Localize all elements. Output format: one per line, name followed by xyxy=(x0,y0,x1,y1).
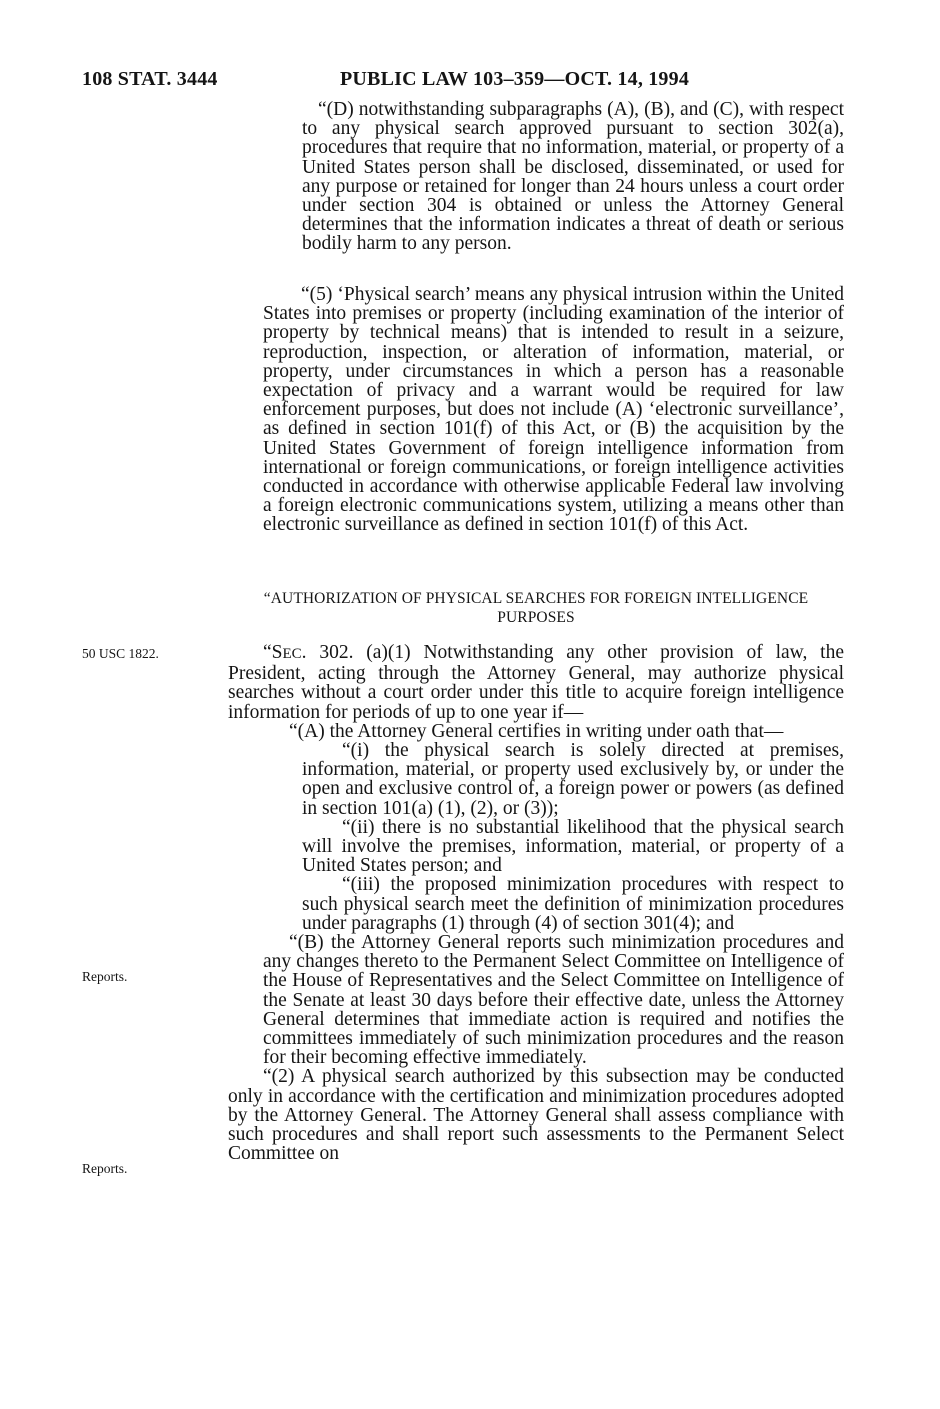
margin-note-reports-1: Reports. xyxy=(82,969,128,984)
clause-i: “(i) the physical search is solely directed at premises, information, material, or property used exclusively by, or under the open and exclusive control of, a foreign power or powers (as defined in section 101(a) (1), (2), or (3)); xyxy=(302,740,844,819)
clause-iii: “(iii) the proposed minimization procedures with respect to such physical search meet the definition of minimization procedures under paragraphs (1) through (4) of section 301(4); and xyxy=(302,874,844,934)
margin-note-reports-2: Reports. xyxy=(82,1161,128,1176)
definition-5-block xyxy=(263,285,844,535)
paragraph-b: “(B) the Attorney General reports such minimization procedures and any changes thereto to the Permanent Select Committee on Intelligence of the House of Representatives and the Select Committee on Intelligence of the Senate at least 30 days before their effective date, unless the Attorney General determines that immediate action is required and notifies the committees immediately of such minimization procedures and the reason for their becoming effective immediately. xyxy=(263,932,844,1069)
definition-physical-search: “(5) ‘Physical search’ means any physical intrusion within the United States into premises or property (including examination of the interior of property by technical means) that is intended to result in a seizure, reproduction, inspection, or alteration of information, material, or property, under circumstances in which a person has a reasonable expectation of privacy and a warrant would be required for law enforcement purposes, but does not include (A) ‘electronic surveillance’, as defined in section 101(f) of this Act, or (B) the acquisition by the United States Government of foreign intelligence information from international or foreign communications, or foreign intelligence activities conducted in accordance with otherwise applicable Federal law involving a foreign electronic communications system, utilizing a means other than electronic surveillance as defined in section 101(f) of this Act. xyxy=(263,284,844,536)
subparagraph-d: “(D) notwithstanding subparagraphs (A), (B), and (C), with respect to any physical search approved pursuant to section 302(a), procedures that require that no information, material, or property of a United States person shall be disclosed, disseminated, or used for any purpose or retained for longer than 24 hours unless a court order under section 304 is obtained or unless the Attorney General determines that the information indicates a threat of death or serious bodily harm to any person. xyxy=(302,99,844,255)
section-302-lead xyxy=(228,643,844,722)
section-302-lead-open: “S xyxy=(263,642,283,663)
paragraph-a: “(A) the Attorney General certifies in writing under oath that— xyxy=(289,720,784,742)
section-302-block xyxy=(228,643,844,1163)
running-header-title: PUBLIC LAW 103–359—OCT. 14, 1994 xyxy=(340,68,690,90)
stat-page-number: 108 STAT. 3444 xyxy=(82,68,218,90)
section-302-lead-rest: . 302. (a)(1) Notwithstanding any other provision of law, the President, acting through the Attorney General, may authorize physical searches without a court order under this title to acquire foreign intelligence information for periods of up to one year if— xyxy=(228,642,844,723)
paragraph-2: “(2) A physical search authorized by this subsection may be conducted only in accordance with the certification and minimization procedures adopted by the Attorney General. The Attorney General shall assess compliance with such procedures and shall report such assessments to the Permanent Select Committee on xyxy=(228,1066,844,1165)
subparagraph-d-block xyxy=(302,100,844,254)
margin-note-usc: 50 USC 1822. xyxy=(82,646,159,661)
clause-ii: “(ii) there is no substantial likelihood that the physical search will involve the premises, information, material, or property of a United States person; and xyxy=(302,816,844,877)
section-heading xyxy=(228,589,844,627)
section-heading-line-1: “AUTHORIZATION OF PHYSICAL SEARCHES FOR FOREIGN INTELLIGENCE xyxy=(263,590,809,607)
section-302-lead-small-caps: EC xyxy=(282,646,302,662)
section-heading-line-2: PURPOSES xyxy=(497,609,575,626)
